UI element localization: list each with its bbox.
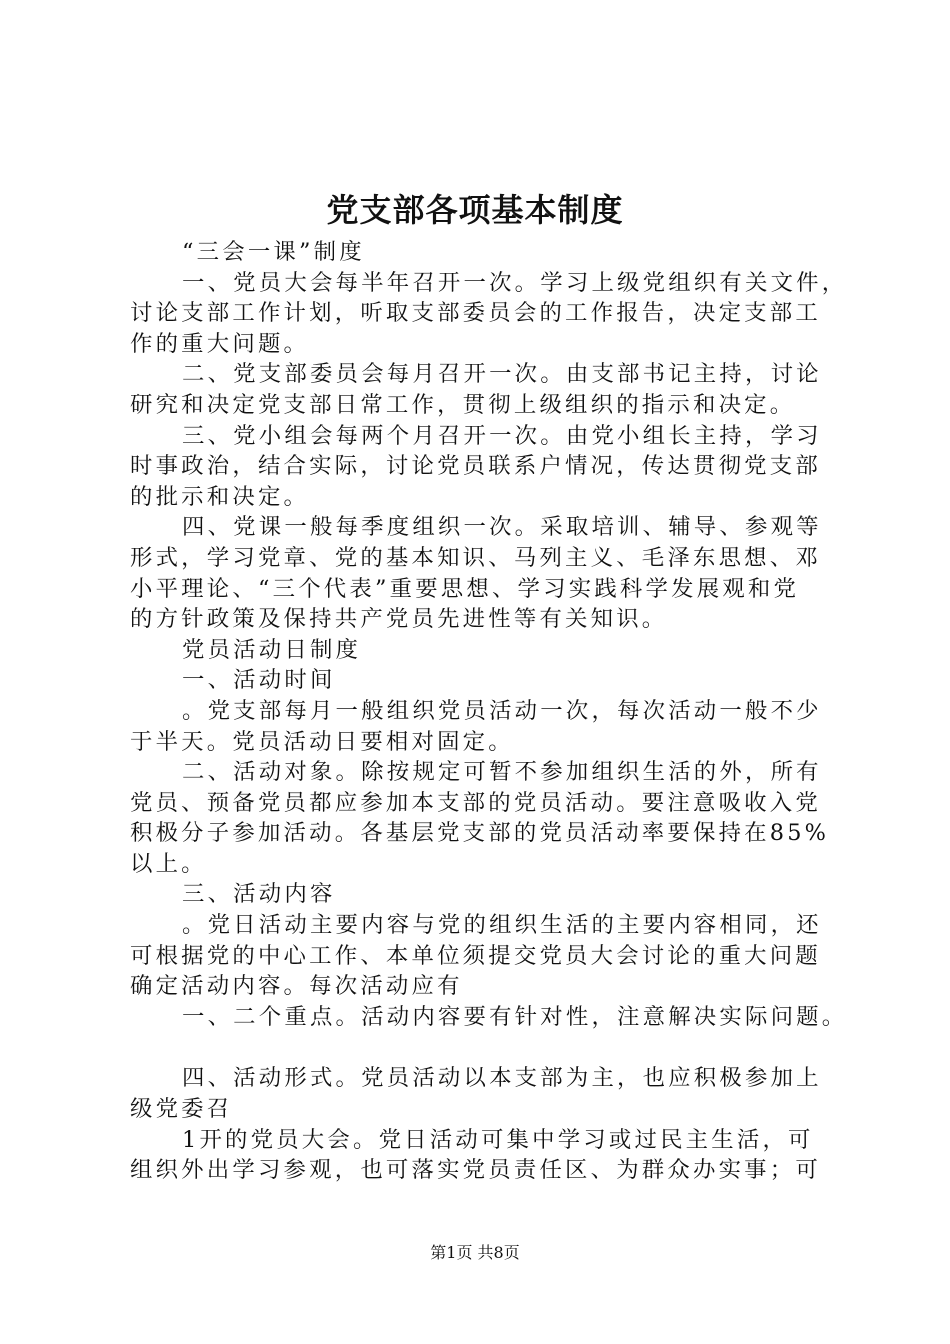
paragraph-line: 形式，学习党章、党的基本知识、马列主义、毛泽东思想、邓 <box>130 544 821 571</box>
paragraph-line: 确定活动内容。每次活动应有 <box>130 973 463 1000</box>
subheading-activity-content: 三、活动内容 <box>182 881 336 908</box>
paragraph-line: 于半天。党员活动日要相对固定。 <box>130 728 514 755</box>
paragraph-line: 1开的党员大会。党日活动可集中学习或过民主生活，可 <box>182 1126 814 1153</box>
document-title: 党支部各项基本制度 <box>326 191 624 229</box>
paragraph-line: 小平理论、“三个代表”重要思想、学习实践科学发展观和党 <box>130 575 800 602</box>
paragraph-line: 的批示和决定。 <box>130 483 310 510</box>
paragraph-line: 二、活动对象。除按规定可暂不参加组织生活的外，所有 <box>182 759 822 786</box>
section-heading-three-meetings: “三会一课”制度 <box>182 239 365 265</box>
paragraph-line: 以上。 <box>130 850 207 877</box>
paragraph-line: 三、党小组会每两个月召开一次。由党小组长主持，学习 <box>182 422 822 449</box>
paragraph-line: 可根据党的中心工作、本单位须提交党员大会讨论的重大问题 <box>130 942 821 969</box>
subheading-activity-time: 一、活动时间 <box>182 667 336 694</box>
paragraph-line: 讨论支部工作计划，听取支部委员会的工作报告，决定支部工 <box>130 300 821 327</box>
paragraph-line: 一、二个重点。活动内容要有针对性，注意解决实际问题。 <box>182 1003 848 1030</box>
paragraph-line: 党员、预备党员都应参加本支部的党员活动。要注意吸收入党 <box>130 789 821 816</box>
paragraph-line: 级党委召 <box>130 1096 233 1123</box>
page-number: 第1页 共8页 <box>430 1243 520 1262</box>
paragraph-line: 时事政治，结合实际，讨论党员联系户情况，传达贯彻党支部 <box>130 453 821 480</box>
section-heading-activity-day: 党员活动日制度 <box>182 636 362 663</box>
paragraph-line: 积极分子参加活动。各基层党支部的党员活动率要保持在85% <box>130 820 830 847</box>
paragraph-line: 。党日活动主要内容与党的组织生活的主要内容相同，还 <box>182 912 822 939</box>
paragraph-line: 二、党支部委员会每月召开一次。由支部书记主持，讨论 <box>182 361 822 388</box>
paragraph-line: 组织外出学习参观，也可落实党员责任区、为群众办实事；可 <box>130 1157 821 1184</box>
paragraph-line: 研究和决定党支部日常工作，贯彻上级组织的指示和决定。 <box>130 391 796 418</box>
paragraph-line: 作的重大问题。 <box>130 330 310 357</box>
paragraph-line: 。党支部每月一般组织党员活动一次，每次活动一般不少 <box>182 697 822 724</box>
blank-line <box>130 1032 830 1063</box>
paragraph-line: 四、党课一般每季度组织一次。采取培训、辅导、参观等 <box>182 514 822 541</box>
paragraph-line: 的方针政策及保持共产党员先进性等有关知识。 <box>130 606 668 633</box>
paragraph-line: 四、活动形式。党员活动以本支部为主，也应积极参加上 <box>182 1065 822 1092</box>
document-body <box>130 237 848 1186</box>
paragraph-line: 一、党员大会每半年召开一次。学习上级党组织有关文件， <box>182 269 848 296</box>
